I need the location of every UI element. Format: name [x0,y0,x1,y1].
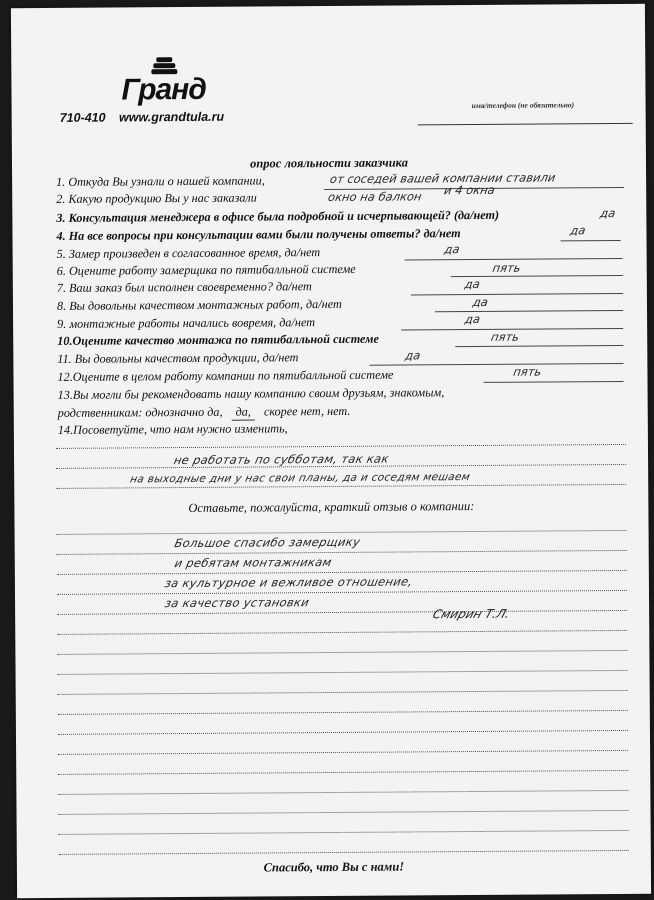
question-5: 5. Замер произведен в согласованное время, да/нет [56,245,321,261]
dotted-line[interactable] [59,850,629,855]
question-3: 3. Консультация менеджера в офисе была подробной и исчерпывающей? (да/нет) [56,207,500,225]
answer-line-8[interactable] [435,310,623,312]
feedback-line-4: за качество установки [163,595,311,611]
dotted-line[interactable] [57,650,627,655]
question-9: 9. монтажные работы начались вовремя, да/нет [57,315,316,331]
answer-5: да [443,242,461,257]
feedback-line-2: и ребятам монтажникам [173,554,334,571]
answer-11: да [404,348,422,363]
question-1: 1. Откуда Вы узнали о нашей компании, [56,173,265,189]
question-2: 2. Какую продукцию Вы у нас заказали [56,190,257,206]
name-phone-label: имя/телефон (не обязательно) [471,100,575,111]
question-7: 7. Ваш заказ был исполнен своевременно? да/нет [56,279,312,295]
question-11: 11. Вы довольны качеством продукции, да/нет [57,350,299,366]
phone-number: 710-410 [59,110,106,125]
website-link: www.grandtula.ru [118,109,225,125]
answer-line-4[interactable] [561,240,621,241]
question-10: 10.Оцените качество монтажа по пятибалльной системе [57,331,379,348]
dotted-line[interactable] [57,550,627,555]
answer-line-10[interactable] [455,345,623,347]
dotted-line[interactable] [57,590,627,595]
answer-3: да [599,206,617,221]
dotted-line[interactable] [58,790,628,795]
answer-8: да [471,294,490,310]
dotted-line[interactable] [58,730,628,735]
question-8: 8. Вы довольны качеством монтажных работ, да/нет [56,296,342,313]
question-6: 6. Оцените работу замерщика по пятибалльной системе [56,261,356,278]
survey-title: опрос лояльности заказчика [249,155,408,171]
question-13: 13.Вы могли бы рекомендовать нашу компанию своим друзьям, знакомым, [57,385,445,402]
answer-10: пять [490,329,521,344]
answer-7: да [463,276,482,292]
answer-9: да [463,311,482,327]
question-13-options [58,404,351,422]
option-yes-selected[interactable]: да, [232,405,255,421]
answer-line-11[interactable] [369,363,623,366]
answer-12: пять [512,364,543,379]
feedback-line-3: за культурное и вежливое отношение, [163,574,414,591]
dotted-line[interactable] [58,750,628,755]
question-12: 12.Оцените в целом работу компании по пятибалльной системе [57,367,394,384]
dotted-line[interactable] [58,690,628,695]
option-rest[interactable]: скорее нет, нет. [263,403,351,419]
dotted-line[interactable] [59,830,629,835]
company-logo [115,57,225,113]
logo-wordmark: Гранд [121,72,206,107]
name-phone-field[interactable] [418,123,633,126]
question-4: 4. На все вопросы при консультации вами были получены ответы? да/нет [56,226,461,243]
customer-signature: Смирин Т.Л. [430,606,512,622]
thank-you-footer: Спасибо, что Вы с нами! [263,859,405,875]
q14-answer-line-2: на выходные дни у нас свои планы, да и соседям мешаем [128,471,472,486]
answer-4: да [569,223,587,238]
answer-2b: и 4 окна [442,182,497,198]
survey-form-sheet [11,4,651,898]
question-14: 14.Посоветуйте, что нам нужно изменить, [57,421,288,437]
feedback-title: Оставьте, пожалуйста, краткий отзыв о компании: [188,499,475,515]
answer-line-12[interactable] [484,381,624,383]
company-contacts [60,110,225,125]
dotted-line[interactable] [57,630,627,635]
dotted-line[interactable] [59,810,629,815]
dotted-line[interactable] [57,610,627,615]
feedback-line-1: Большое спасибо замерщику [173,534,362,551]
answer-line-7[interactable] [411,293,623,295]
option-definitely-yes[interactable]: родственникам: однозначно да, [57,404,223,420]
dotted-line[interactable] [58,710,628,715]
dotted-line[interactable] [58,670,628,675]
answer-2: окно на балкон [327,189,423,205]
q14-answer-line-1: не работать по субботам, так как [172,451,391,468]
answer-6: пять [491,260,522,275]
dotted-line[interactable] [56,444,626,449]
answer-1: от соседей вашей компании ставили [328,170,557,187]
dotted-line[interactable] [58,770,628,775]
